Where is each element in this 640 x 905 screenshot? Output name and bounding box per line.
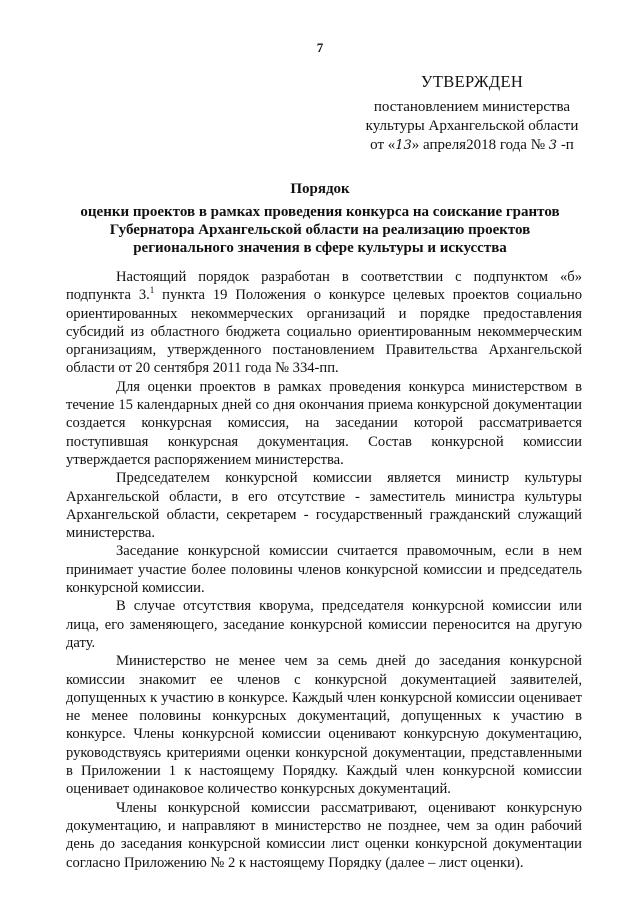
- approval-line-2: культуры Архангельской области: [365, 118, 579, 134]
- paragraph-6: Министерство не менее чем за семь дней до заседания конкурсной комиссии знакомит ее членов с конкурсной документацией заявителей, допущенных к участию в конкурсе. Каждый член конкурсной комиссии оценивает не менее половины конкурсных документаций, допущенных к участию в конкурсе. Члены конкурсной комиссии оценивают конкурсную документацию, руководствуясь критериями оценки конкурсной документации, представленными в Приложении 1 к настоящему Порядку. Каждый член конкурсной комиссии оценивает одинаковое количество конкурсных документаций.: [66, 653, 582, 798]
- approval-date-prefix: от «: [370, 137, 396, 153]
- paragraph-1-text-b: пункта 19 Положения о конкурсе целевых проектов социально ориентированных некоммерческих организаций и порядке предоставления субсидий из областного бюджета социально ориентированным некоммерческим организациям, утвержденного постановлением Правительства Архангельской области от 20 сентября 2011 года № 334-пп.: [66, 287, 582, 377]
- approval-doc-suffix: -п: [557, 137, 574, 153]
- paragraph-1-text-a: Настоящий порядок разработан в соответствии с подпунктом «б» подпункта 3.: [66, 269, 582, 304]
- approval-heading: УТВЕРЖДЕН: [420, 72, 524, 91]
- approval-date-line: [352, 136, 592, 155]
- document-title: [60, 180, 580, 257]
- page-number: 7: [316, 40, 324, 55]
- approval-doc-number: 3: [548, 138, 558, 153]
- title-line-1: Порядок: [290, 181, 350, 197]
- approval-line-1: постановлением министерства: [373, 99, 571, 115]
- paragraph-3: Председателем конкурсной комиссии является министр культуры Архангельской области, в его отсутствие - заместитель министра культуры Архангельской области, секретарем - государственный гражданский служащий министерства.: [66, 470, 582, 542]
- paragraph-7: Члены конкурсной комиссии рассматривают, оценивают конкурсную документацию, и направляют в министерство не позднее, чем за один рабочий день до заседания конкурсной комиссии лист оценки конкурсной документации согласно Приложению № 2 к настоящему Порядку (далее – лист оценки).: [66, 799, 582, 871]
- paragraph-1: [66, 268, 582, 378]
- paragraph-4: Заседание конкурсной комиссии считается правомочным, если в нем принимает участие более половины членов конкурсной комиссии и председатель конкурсной комиссии.: [66, 543, 582, 597]
- approval-date-mid: » апреля2018 года №: [411, 137, 549, 153]
- paragraph-5: В случае отсутствия кворума, председателя конкурсной комиссии или лица, его заменяющего, заседание конкурсной комиссии переносится на другую дату.: [66, 598, 582, 651]
- paragraph-1-superscript: 1: [149, 285, 155, 296]
- approval-date-day: 13: [395, 138, 412, 153]
- approval-stamp: [352, 70, 592, 155]
- document-body: [66, 268, 582, 872]
- title-line-2: оценки проектов в рамках проведения конкурса на соискание грантов Губернатора Архангельской области на реализацию проектов регионального значения в сфере культуры и искусства: [80, 204, 560, 256]
- paragraph-2: Для оценки проектов в рамках проведения конкурса министерством в течение 15 календарных дней со дня окончания приема конкурсной документации создается конкурсная комиссия, на заседании которой рассматривается поступившая конкурсная документация. Состав конкурсной комиссии утверждается распоряжением министерства.: [66, 378, 582, 468]
